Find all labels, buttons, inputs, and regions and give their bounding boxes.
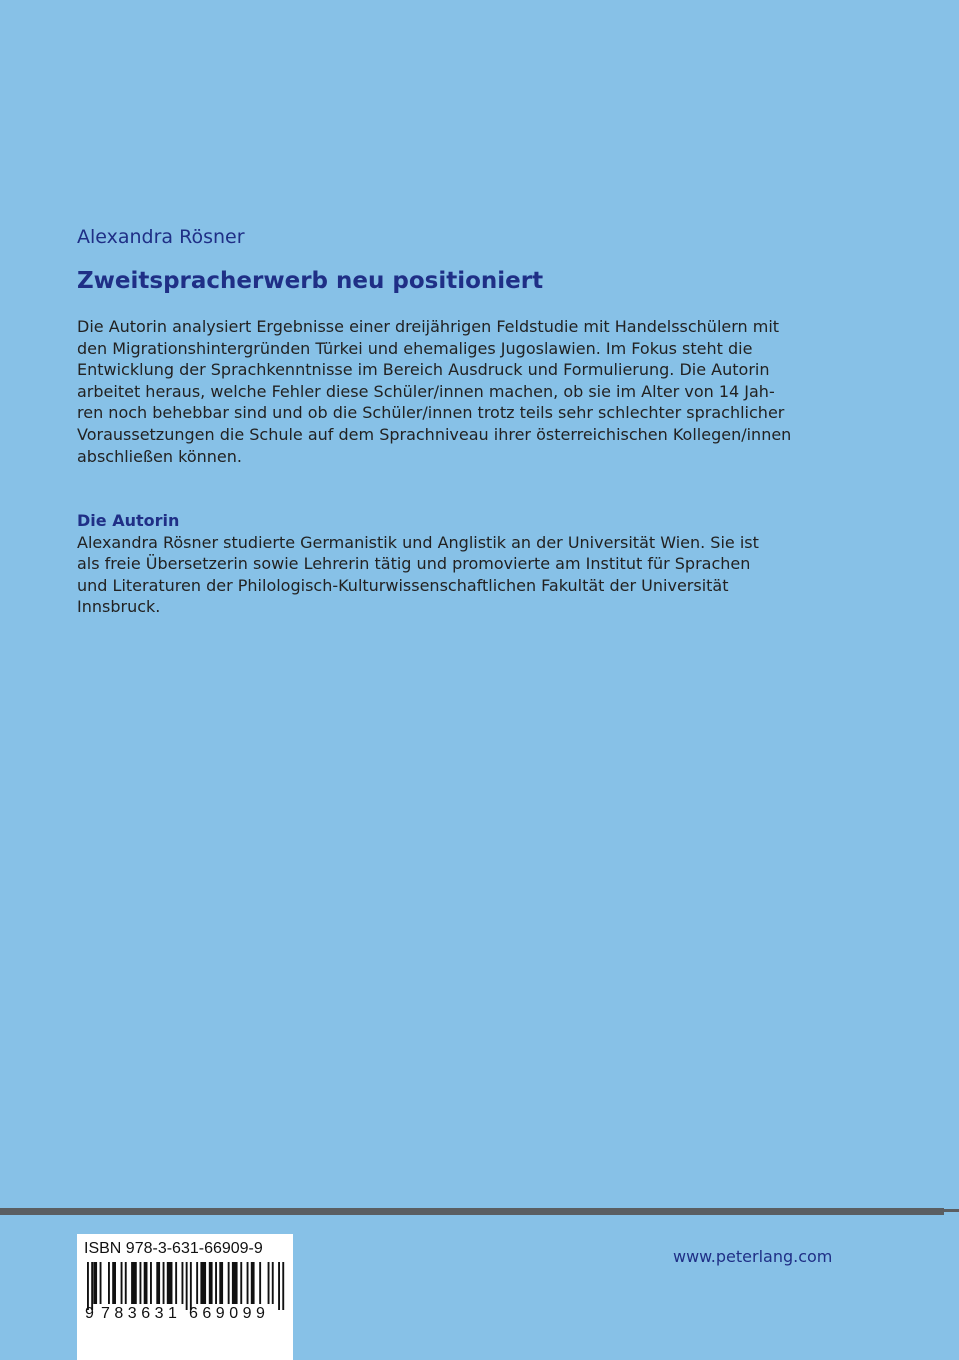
- book-title: Zweitspracherwerb neu positioniert: [77, 268, 544, 294]
- barcode-bar: [131, 1262, 137, 1304]
- blurb-line: den Migrationshintergründen Türkei und ehemaliges Jugoslawien. Im Fokus steht die: [77, 338, 753, 358]
- blurb-line: Voraussetzungen die Schule auf dem Sprachniveau ihrer österreichischen Kollegen/innen: [77, 424, 792, 444]
- barcode-bar: [282, 1262, 284, 1310]
- barcode-digits-right: 669099: [189, 1305, 270, 1322]
- about-line: und Literaturen der Philologisch-Kulturwissenschaftlichen Fakultät der Universität: [77, 575, 729, 595]
- blurb-line: Entwicklung der Sprachkenntnisse im Bereich Ausdruck und Formulierung. Die Autorin: [77, 360, 770, 380]
- blurb-line: abschließen können.: [77, 446, 242, 466]
- barcode-bar: [182, 1262, 184, 1304]
- about-line: Alexandra Rösner studierte Germanistik und Anglistik an der Universität Wien. Sie ist: [77, 532, 759, 552]
- barcode-bar: [219, 1262, 223, 1304]
- barcode-bar: [150, 1262, 152, 1304]
- barcode-bars: [85, 1262, 285, 1310]
- isbn-label: ISBN 978-3-631-66909-9: [84, 1240, 263, 1257]
- barcode-bar: [156, 1262, 160, 1304]
- barcode-bar: [121, 1262, 123, 1304]
- barcode-bar: [251, 1262, 255, 1304]
- barcode-bar: [196, 1262, 198, 1304]
- about-line: als freie Übersetzerin sowie Lehrerin tätig und promovierte am Institut für Sprachen: [77, 554, 751, 574]
- about-line: Innsbruck.: [77, 597, 161, 617]
- barcode-bar: [232, 1262, 238, 1304]
- barcode-digits-left: 783631: [101, 1305, 182, 1322]
- barcode-bar: [93, 1262, 97, 1304]
- divider-rule-tip: [944, 1209, 959, 1212]
- barcode-bar: [240, 1262, 242, 1304]
- barcode-bar: [144, 1262, 148, 1304]
- barcode-bar: [125, 1262, 127, 1304]
- barcode-bar: [91, 1262, 93, 1310]
- barcode-bar: [186, 1262, 188, 1310]
- blurb-line: Die Autorin analysiert Ergebnisse einer dreijährigen Feldstudie mit Handelsschülern mit: [77, 317, 780, 336]
- about-author: [77, 510, 757, 618]
- barcode-bar: [87, 1262, 89, 1310]
- barcode-bar: [200, 1262, 206, 1304]
- barcode-bar: [268, 1262, 270, 1304]
- barcode-bar: [247, 1262, 249, 1304]
- barcode-bar: [175, 1262, 177, 1304]
- blurb: [77, 316, 792, 467]
- barcode-bar: [163, 1262, 165, 1304]
- barcode-bar: [209, 1262, 213, 1304]
- divider-rule: [0, 1208, 944, 1215]
- barcode-bar: [140, 1262, 142, 1304]
- about-heading: Die Autorin: [77, 511, 180, 530]
- publisher-website: www.peterlang.com: [673, 1247, 833, 1266]
- barcode-bar: [215, 1262, 217, 1304]
- blurb-line: arbeitet heraus, welche Fehler diese Schüler/innen machen, ob sie im Alter von 14 Jah-: [77, 381, 775, 401]
- barcode-bar: [278, 1262, 280, 1310]
- barcode-box: [77, 1234, 293, 1360]
- barcode-bar: [112, 1262, 116, 1304]
- barcode-bar: [167, 1262, 173, 1304]
- barcode-digit-first: 9: [85, 1305, 94, 1322]
- barcode-bar: [259, 1262, 261, 1304]
- barcode-bar: [272, 1262, 274, 1304]
- barcode-bar: [108, 1262, 110, 1304]
- blurb-line: ren noch behebbar sind und ob die Schüler/innen trotz teils sehr schlechter sprachlicher: [77, 403, 785, 423]
- barcode-bar: [190, 1262, 192, 1310]
- author-name: Alexandra Rösner: [77, 226, 245, 248]
- barcode-bar: [100, 1262, 102, 1304]
- barcode-bar: [228, 1262, 230, 1304]
